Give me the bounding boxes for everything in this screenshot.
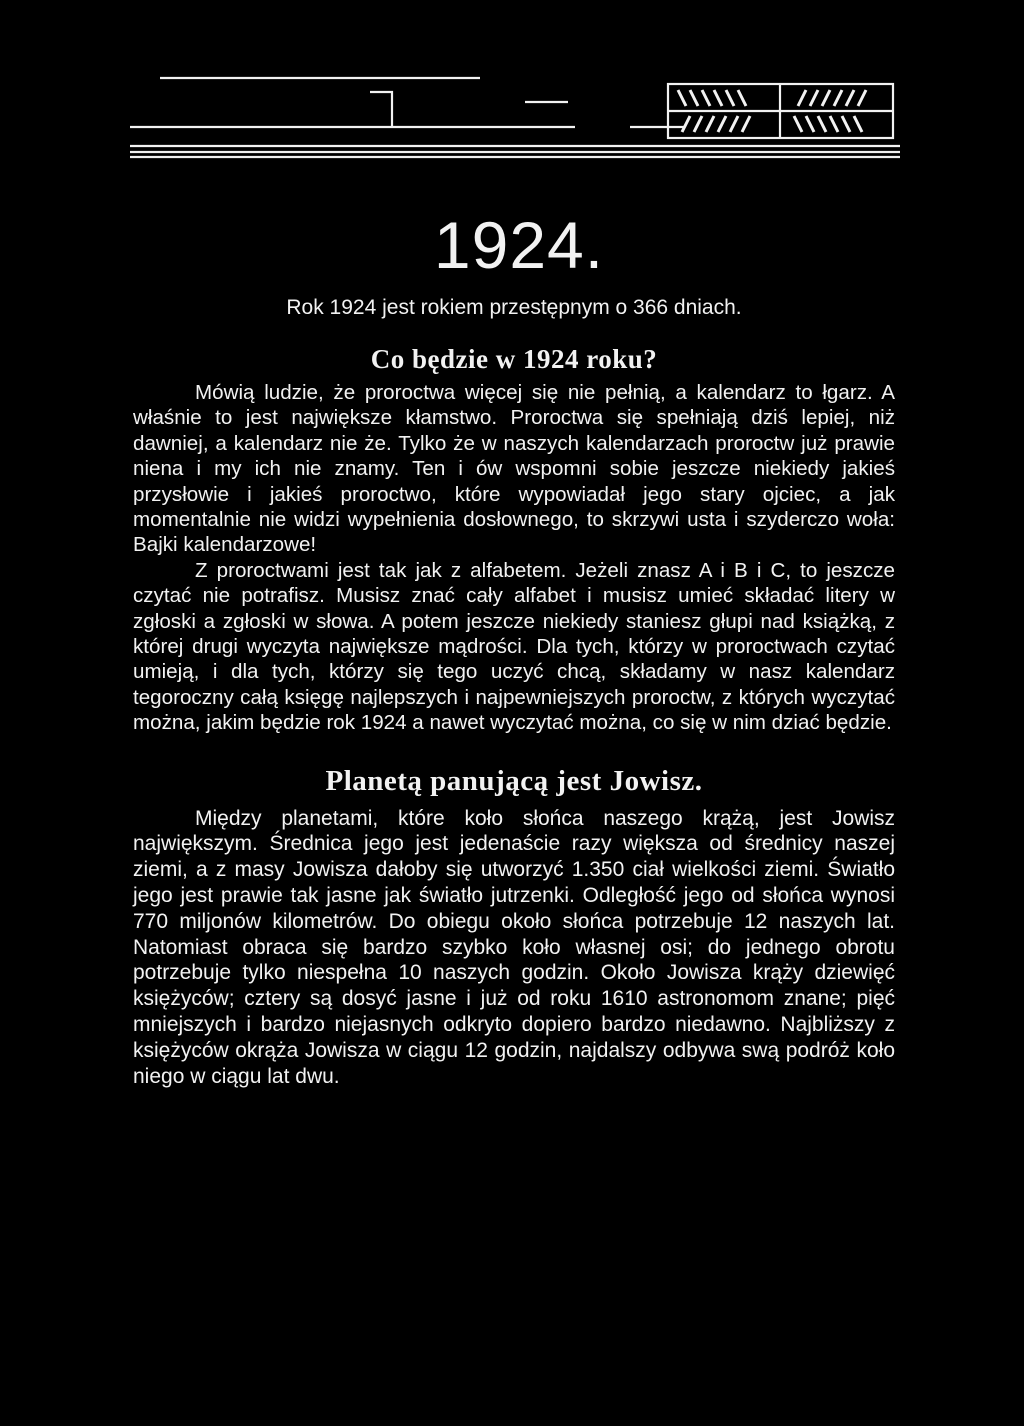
- paragraph-alphabet: Z proroctwami jest tak jak z alfabetem. Jeżeli znasz A i B i C, to jeszcze czytać nie potrafisz. Musisz znać cały alfabet i musisz umieć składać litery w zgłoski a zgłoski w słowa. A potem jeszcze niekiedy staniesz głupi nad książką, z której drugi wyczyta największe mądrości. Dla tych, którzy w proroctwach czytać umieją, i dla tych, którzy się tego uczyć chcą, składamy w nasz kalendarz tegoroczny całą księgę najlepszych i najpewniejszych proroctw, z których wyczytać można, jakim będzie rok 1924 a nawet wyczytać można, co się w nim dziać będzie.: [133, 558, 895, 735]
- year-title: 1924.: [433, 208, 605, 282]
- paragraph-prophecies: Mówią ludzie, że proroctwa więcej się nie pełnią, a kalendarz to łgarz. A właśnie to jest największe kłamstwo. Proroctwa się spełniają dziś lepiej, niż dawniej, a kalendarz nie że. Tylko że w naszych kalendarzach proroctw już prawie niena i my ich nie znamy. Ten i ów wspomni sobie jeszcze niekiedy jakieś przysłowie i jakieś proroctwo, które wypowiadał jego stary ojciec, a jak momentalnie nie widzi wypełnienia dosłownego, to skrzywi usta i szyderczo woła: Bajki kalendarzowe!: [133, 381, 895, 557]
- section-heading-predictions: Co będzie w 1924 roku?: [370, 344, 658, 374]
- header-ornament: [130, 70, 900, 160]
- paragraph-jupiter: Między planetami, które koło słońca naszego krążą, jest Jowisz największym. Średnica jego jest jedenaście razy większa od średnicy naszej ziemi, a z masy Jowisza dałoby się utworzyć 1.350 ciał wielkości ziemi. Światło jego jest prawie tak jasne jak światło jutrzenki. Odległość jego od słońca wynosi 770 miljonów kilometrów. Do obiegu około słońca potrzebuje 12 naszych lat. Natomiast obraca się bardzo szybko koło własnej osi; do jednego obrotu potrzebuje tylko niespełna 10 naszych godzin. Około Jowisza krąży dziewięć księżyców; cztery są dosyć jasne i już od roku 1610 astronomom znane; pięć mniejszych i bardzo niejasnych odkryto dopiero bardzo niedawno. Najbliższy z księżyców okrąża Jowisza w ciągu 12 godzin, najdalszy odbywa swą podróż koło niego w ciągu lat dwu.: [133, 806, 895, 1088]
- intro-line: Rok 1924 jest rokiem przestępnym o 366 dniach.: [286, 296, 742, 319]
- document-page: [133, 210, 895, 1089]
- section-heading-jupiter: Planetą panującą jest Jowisz.: [325, 764, 703, 797]
